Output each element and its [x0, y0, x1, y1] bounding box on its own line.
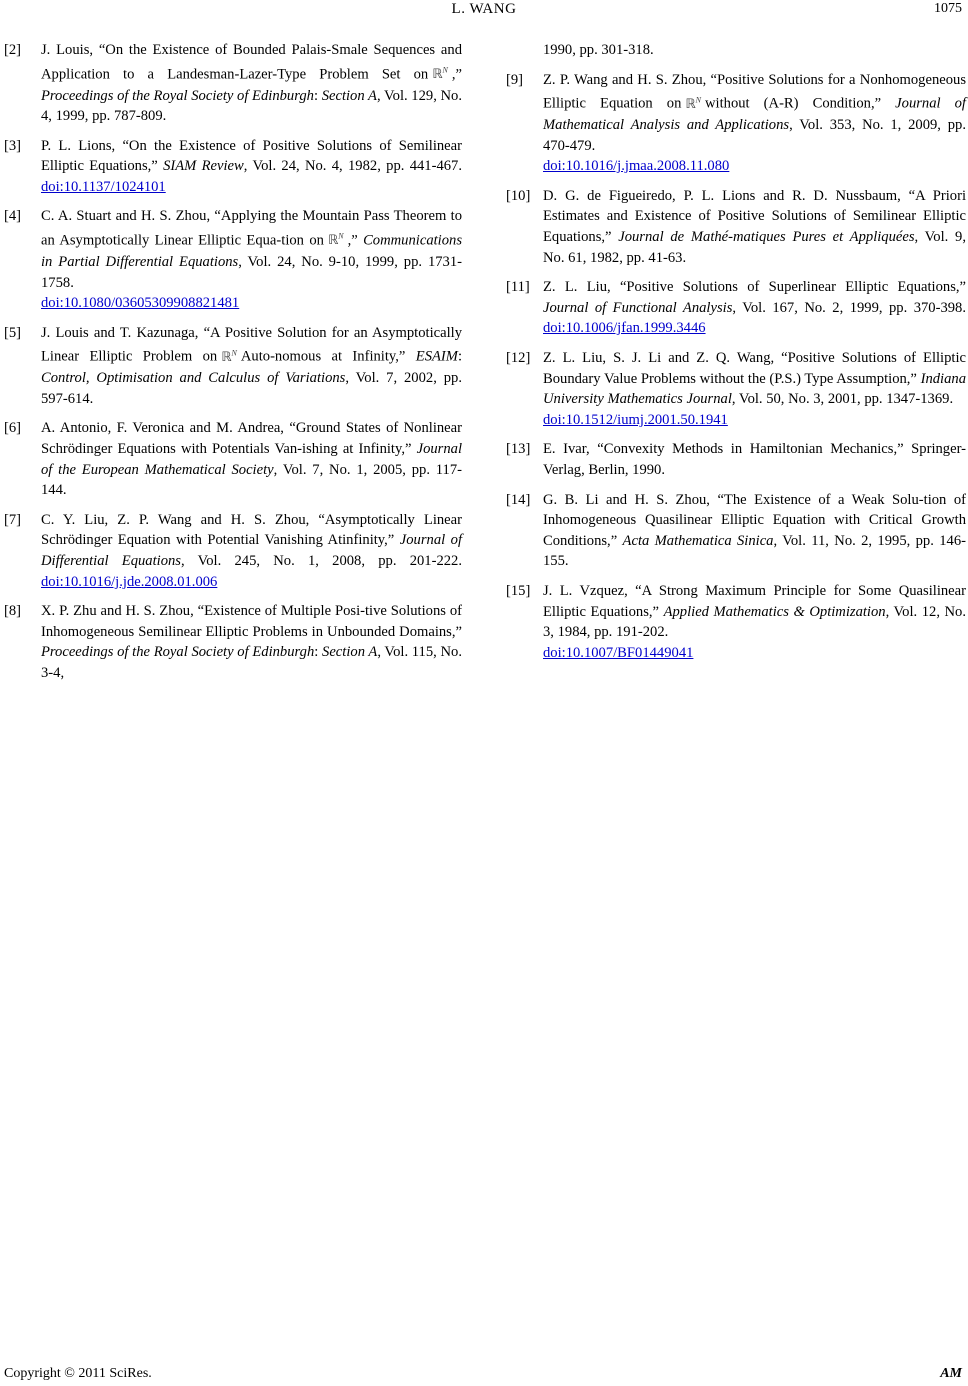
reference-text: Z. L. Liu, “Positive Solutions of Superlinear Elliptic Equations,”	[543, 279, 966, 296]
reference-number: [15]	[506, 582, 531, 599]
reference-item: [10] D. G. de Figueiredo, P. L. Lions and R. D. Nussbaum, “A Priori Estimates and Existence of Positive Solutions of Semilinear Elliptic Equations,” Journal de Mathé-matiques Pures et Appliquées, Vol. 9, No. 61, 1982, pp. 41-63.	[506, 187, 966, 266]
page-number: 1075	[934, 1, 962, 16]
reference-number: [12]	[506, 350, 531, 367]
journal-section: Section A	[321, 87, 377, 104]
reference-text: J. Louis, “On the Existence of Bounded Palais-Smale Sequences and Application to a Landesman-Lazer-Type Problem Set on	[41, 42, 462, 82]
journal-name: Acta Mathematica Sinica	[622, 532, 774, 549]
reference-text: E. Ivar, “Convexity Methods in Hamiltonian Mechanics,” Springer-Verlag, Berlin, 1990.	[543, 441, 966, 479]
journal-name: Communications in Partial Differential Equations	[41, 232, 462, 270]
reference-item: [7] C. Y. Liu, Z. P. Wang and H. S. Zhou, “Asymptotically Linear Schrödinger Equation with Potential Vanishing Atinfinity,” Journal of Differential Equations, Vol. 245, No. 1, 2008, pp. 201-222. doi:10.1016/j.jde.2008.01.006	[4, 511, 463, 590]
reference-text: Z. P. Wang and H. S. Zhou, “Positive Solutions for a Nonhomogeneous Elliptic Equation on	[543, 71, 966, 112]
reference-text: P. L. Lions, “On the Existence of Positive Solutions of Semilinear Elliptic Equations,”	[41, 137, 462, 175]
reference-number: [10]	[506, 187, 531, 204]
journal-section: Control, Optimisation and Calculus of Variations	[41, 370, 346, 387]
reference-item: [6] A. Antonio, F. Veronica and M. Andrea, “Ground States of Nonlinear Schrödinger Equations with Potentials Van-ishing at Infinity,” Journal of the European Mathematical Society, Vol. 7, No. 1, 2005, pp. 117-144.	[4, 420, 462, 499]
journal-name: Proceedings of the Royal Society of Edinburgh	[41, 87, 314, 104]
doi-link[interactable]: doi:10.1137/1024101	[41, 178, 166, 195]
references-right-column	[506, 40, 966, 672]
real-space-symbol: ℝ$^N$	[221, 348, 237, 365]
doi-link[interactable]: doi:10.1006/jfan.1999.3446	[543, 320, 706, 337]
reference-item: [12] Z. L. Liu, S. J. Li and Z. Q. Wang, “Positive Solutions of Elliptic Boundary Value Problems without the (P.S.) Type Assumption,” Indiana University Mathematics Journal, Vol. 50, No. 3, 2001, pp. 1347-1369. doi:10.1512/iumj.2001.50.1941	[506, 350, 966, 428]
reference-continuation: 1990, pp. 301-318.	[543, 42, 654, 58]
journal-name: Journal of Differential Equations	[41, 532, 462, 570]
references-left-column	[4, 40, 462, 693]
reference-item	[506, 439, 966, 480]
journal-name: SIAM Review	[163, 158, 244, 175]
reference-number: [5]	[4, 324, 22, 341]
reference-item: [3] P. L. Lions, “On the Existence of Positive Solutions of Semilinear Elliptic Equations,” SIAM Review, Vol. 24, No. 4, 1982, pp. 441-467. doi:10.1137/1024101	[4, 137, 462, 195]
reference-item: [14] G. B. Li and H. S. Zhou, “The Existence of a Weak Solu-tion of Inhomogeneous Quasilinear Elliptic Equation with Critical Growth Conditions,” Acta Mathematica Sinica, Vol. 11, No. 2, 1995, pp. 146-155.	[506, 491, 966, 570]
reference-item: [8] X. P. Zhu and H. S. Zhou, “Existence of Multiple Posi-tive Solutions of Inhomogeneous Semilinear Elliptic Problems in Unbounded Domains,” Proceedings of the Royal Society of Edinburgh: Section A, Vol. 115, No. 3-4,	[4, 603, 462, 682]
reference-text: A. Antonio, F. Veronica and M. Andrea, “Ground States of Nonlinear Schrödinger Equations with Potentials Van-ishing at Infinity,”	[41, 420, 462, 458]
journal-abbreviation: AM	[940, 1366, 962, 1381]
reference-text: Z. L. Liu, S. J. Li and Z. Q. Wang, “Positive Solutions of Elliptic Boundary Value Problems without the (P.S.) Type Assumption,”	[543, 350, 966, 387]
real-space-symbol: ℝ$^N$	[432, 65, 448, 82]
journal-name: Journal de Mathé-matiques Pures et Appliquées	[618, 229, 915, 246]
journal-name: Journal of Functional Analysis	[543, 299, 733, 316]
doi-link[interactable]: doi:10.1016/j.jde.2008.01.006	[41, 573, 218, 590]
reference-number: [11]	[506, 279, 530, 296]
reference-text: J. L. Vzquez, “A Strong Maximum Principle for Some Quasilinear Elliptic Equations,”	[543, 582, 966, 620]
reference-item: [2] J. Louis, “On the Existence of Bounded Palais-Smale Sequences and Application to a Landesman-Lazer-Type Problem Set on ℝ$^N$ ,” Proceedings of the Royal Society of Edinburgh: Section A, Vol. 129, No. 4, 1999, pp. 787-809.	[4, 42, 462, 125]
reference-number: [13]	[506, 441, 531, 458]
reference-number: [7]	[4, 511, 22, 528]
journal-name: Journal of the European Mathematical Society	[41, 441, 462, 478]
doi-link[interactable]: doi:10.1007/BF01449041	[543, 644, 694, 661]
reference-number: [3]	[4, 137, 22, 154]
reference-number: [4]	[4, 208, 22, 225]
journal-name: ESAIM	[415, 348, 458, 365]
doi-link[interactable]: doi:10.1512/iumj.2001.50.1941	[543, 411, 728, 428]
real-space-symbol: ℝ$^N$	[685, 95, 702, 112]
reference-number: [8]	[4, 603, 22, 620]
reference-text: G. B. Li and H. S. Zhou, “The Existence of a Weak Solu-tion of Inhomogeneous Quasilinear Elliptic Equation with Critical Growth Conditions,”	[543, 491, 966, 549]
reference-item: [4] C. A. Stuart and H. S. Zhou, “Applying the Mountain Pass Theorem to an Asymptotically Linear Elliptic Equa-tion on ℝ$^N$ ,” Communications in Partial Differential Equations, Vol. 24, No. 9-10, 1999, pp. 1731-1758. doi:10.1080/03605309908821481	[4, 208, 462, 312]
doi-link[interactable]: doi:10.1016/j.jmaa.2008.11.080	[543, 158, 730, 175]
real-space-symbol: ℝ$^N$	[327, 232, 344, 249]
reference-number: [2]	[4, 42, 22, 58]
journal-name: Applied Mathematics & Optimization	[663, 603, 886, 620]
reference-item: [5] J. Louis and T. Kazunaga, “A Positive Solution for an Asymptotically Linear Elliptic Problem on ℝ$^N$ Auto-nomous at Infinity,” ESAIM: Control, Optimisation and Calculus of Variations, Vol. 7, 2002, pp. 597-614.	[4, 324, 462, 407]
journal-name: Proceedings of the Royal Society of Edinburgh	[41, 644, 315, 661]
copyright-notice: Copyright © 2011 SciRes.	[4, 1366, 152, 1381]
doi-link[interactable]: doi:10.1080/03605309908821481	[41, 295, 240, 312]
reference-number: [14]	[506, 491, 531, 508]
reference-number: [6]	[4, 420, 22, 437]
reference-number: [9]	[506, 71, 524, 88]
reference-text: D. G. de Figueiredo, P. L. Lions and R. D. Nussbaum, “A Priori Estimates and Existence of Positive Solutions of Semilinear Elliptic Equations,”	[543, 187, 966, 246]
reference-text: X. P. Zhu and H. S. Zhou, “Existence of Multiple Posi-tive Solutions of Inhomogeneous Semilinear Elliptic Problems in Unbounded Domains,”	[41, 603, 462, 640]
reference-text: C. A. Stuart and H. S. Zhou, “Applying the Mountain Pass Theorem to an Asymptotically Linear Elliptic Equa-tion on	[41, 208, 462, 249]
reference-item: [11] Z. L. Liu, “Positive Solutions of Superlinear Elliptic Equations,” Journal of Functional Analysis, Vol. 167, No. 2, 1999, pp. 370-398. doi:10.1006/jfan.1999.3446	[506, 279, 966, 337]
journal-name: Journal of Mathematical Analysis and Applications	[543, 95, 966, 134]
reference-item: [9] Z. P. Wang and H. S. Zhou, “Positive Solutions for a Nonhomogeneous Elliptic Equation on ℝ$^N$ without (A-R) Condition,” Journal of Mathematical Analysis and Applications, Vol. 353, No. 1, 2009, pp. 470-479. doi:10.1016/j.jmaa.2008.11.080	[506, 71, 967, 175]
journal-name: Indiana University Mathematics Journal	[543, 370, 966, 408]
reference-text: J. Louis and T. Kazunaga, “A Positive Solution for an Asymptotically Linear Elliptic Problem on	[41, 324, 462, 365]
journal-section: Section A	[322, 644, 378, 661]
running-header-author: L. WANG	[451, 1, 517, 17]
reference-text: C. Y. Liu, Z. P. Wang and H. S. Zhou, “Asymptotically Linear Schrödinger Equation with Potential Vanishing Atinfinity,”	[41, 511, 462, 549]
reference-item: [15] J. L. Vzquez, “A Strong Maximum Principle for Some Quasilinear Elliptic Equations,” Applied Mathematics & Optimization, Vol. 12, No. 3, 1984, pp. 191-202. doi:10.1007/BF01449041	[506, 582, 966, 661]
